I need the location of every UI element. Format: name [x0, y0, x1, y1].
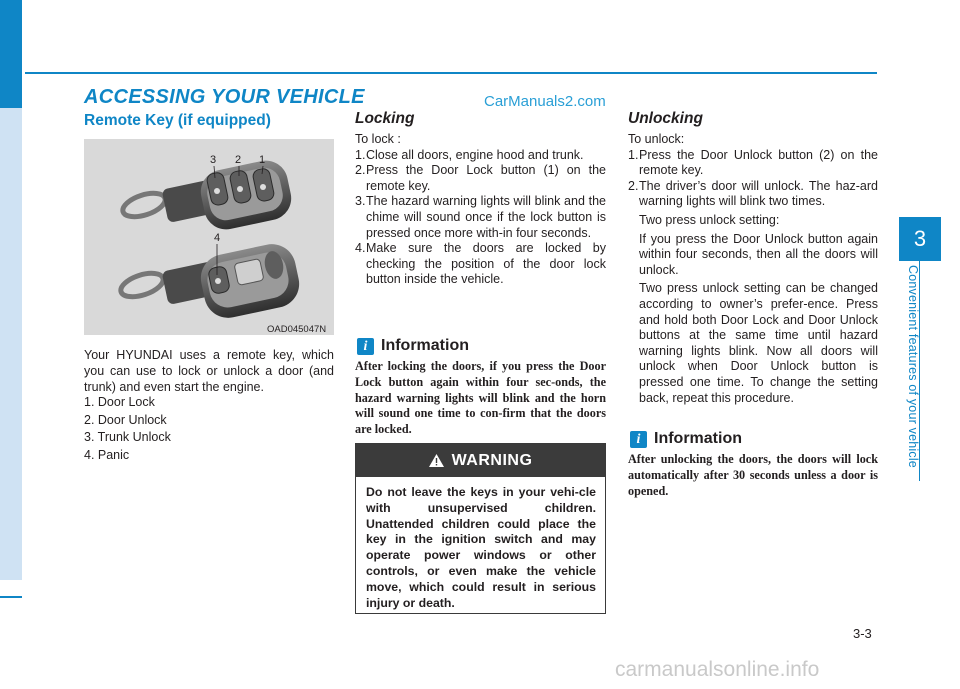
warning-box: [355, 443, 606, 614]
key-fob-bottom: [118, 240, 304, 323]
locking-info-text: After locking the doors, if you press the Door Lock button again within four sec-onds, the hazard warning lights will blink and the horn will sound one time to con-firm that the doors are locked.: [355, 359, 606, 437]
warning-text: Do not leave the keys in your vehi-cle with unsupervised children. Unattended children could place the key in the ignition switch and may operate power windows or other controls, or even make the vehicle move, which could result in serious injury or death.: [366, 485, 596, 610]
setting-paragraph-1: If you press the Door Unlock button again within four seconds, then all the doors will unlock.: [639, 231, 878, 277]
locking-heading: Locking: [355, 110, 415, 127]
list-item: 3. Trunk Unlock: [84, 430, 171, 444]
unlocking-section: [628, 132, 878, 406]
left-margin-rule: [0, 596, 22, 598]
chapter-caption: Convenient features of your vehicle: [906, 265, 920, 468]
list-item: 2. Door Unlock: [84, 412, 167, 427]
figure-code: OAD045047N: [267, 324, 327, 335]
info-icon: i: [357, 338, 374, 355]
info-title: Information: [381, 337, 469, 354]
remote-key-subtitle: Remote Key (if equipped): [84, 112, 271, 129]
bottom-watermark: carmanualsonline.info: [615, 658, 820, 681]
callout-1: 1: [259, 154, 266, 166]
remote-key-button-list: [84, 394, 171, 464]
unlocking-intro: To unlock:: [628, 132, 685, 146]
list-item: 2. Press the Door Lock button (1) on the remote key.: [355, 163, 606, 193]
locking-intro: To lock :: [355, 132, 401, 146]
callout-3: 3: [210, 154, 217, 166]
info-title: Information: [654, 430, 742, 447]
remote-key-illustration: [84, 139, 334, 335]
list-item: 4. Make sure the doors are locked by checking the position of the door lock button inside the vehicle.: [355, 241, 606, 287]
callout-2: 2: [235, 154, 242, 166]
unlocking-info-text: After unlocking the doors, the doors will lock automatically after 30 seconds unless a door is opened.: [628, 452, 878, 498]
list-item: 1. Door Lock: [84, 395, 155, 409]
warning-label: WARNING: [451, 451, 533, 469]
list-item: 1. Press the Door Unlock button (2) on the remote key.: [628, 147, 878, 178]
list-item: 2. The driver’s door will unlock. The haz-ard warning lights will blink two times. Two press unlock setting: If you press the Door Unlock button again within four seconds, then all the doors will unlock. Two press unlock setting can be changed according to owner’s prefer-ence. Press and hold both Door Lock and Door Unlock buttons at the same time until hazard warning lights blink. Now all doors will unlock when Door Unlock button is pressed one time. To change the setting back, repeat this procedure.: [628, 178, 878, 405]
list-item: 3. The hazard warning lights will blink and the chime will sound once if the lock button is pressed once more with-in four seconds.: [355, 194, 606, 240]
list-item: 4. Panic: [84, 447, 130, 462]
setting-label: Two press unlock setting:: [639, 212, 780, 227]
warning-triangle-icon: [429, 454, 444, 467]
locking-section: [355, 132, 606, 288]
left-margin-accent: [0, 0, 22, 108]
warning-header: [356, 444, 605, 477]
locking-info-header: [357, 337, 469, 355]
chapter-tab: 3: [899, 217, 941, 261]
section-title: ACCESSING YOUR VEHICLE: [84, 86, 365, 108]
setting-paragraph-2: Two press unlock setting can be changed according to owner’s prefer-ence. Press and hold both Door Lock and Door Unlock buttons at the same time until hazard warning lights blink. Now all doors will unlock when Door Unlock button is pressed one time. To change the setting back, repeat this procedure.: [639, 281, 878, 405]
unlocking-steps: [628, 148, 878, 407]
list-item: 1. Close all doors, engine hood and trunk.: [355, 147, 584, 162]
remote-key-paragraph: Your HYUNDAI uses a remote key, which you can use to lock or unlock a door (and trunk) and even start the engine.: [84, 348, 334, 395]
callout-4: 4: [214, 232, 221, 244]
unlocking-info-header: [630, 430, 742, 448]
unlocking-heading: Unlocking: [628, 110, 703, 127]
page-number: 3-3: [853, 626, 872, 641]
key-fob-top: [120, 157, 295, 234]
header-rule: [25, 72, 877, 74]
remote-key-figure: [84, 139, 334, 335]
top-watermark: CarManuals2.com: [484, 93, 606, 110]
info-icon: i: [630, 431, 647, 448]
locking-steps: [355, 148, 606, 288]
